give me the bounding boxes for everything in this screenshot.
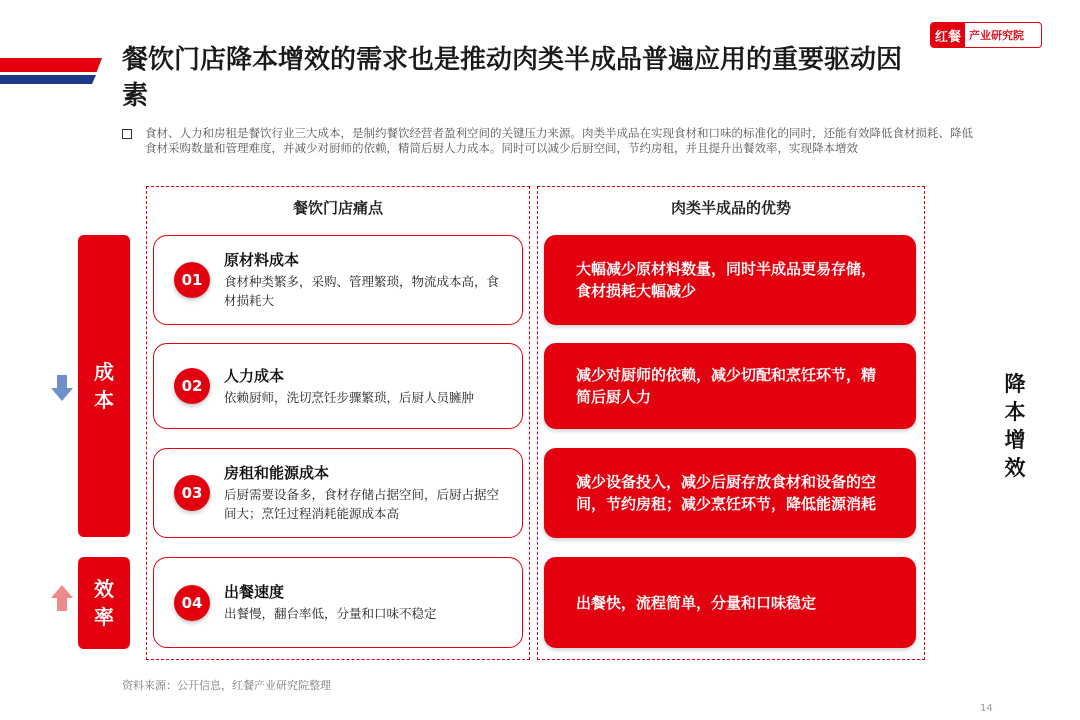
title-accent-bar bbox=[0, 58, 102, 84]
brand-logo bbox=[930, 22, 1042, 48]
advantage-box bbox=[544, 343, 916, 429]
card-description: 出餐慢，翻台率低，分量和口味不稳定 bbox=[224, 606, 437, 621]
cost-label: 成本 bbox=[94, 360, 114, 412]
advantage-box bbox=[544, 557, 916, 648]
advantage-text: 减少设备投入，减少后厨存放食材和设备的空间，节约房租；减少烹饪环节，降低能源消耗 bbox=[576, 473, 877, 513]
card-title: 人力成本 bbox=[224, 366, 285, 385]
card-description: 食材种类繁多，采购、管理繁琐，物流成本高，食材损耗大 bbox=[224, 274, 500, 308]
advantage-box bbox=[544, 448, 916, 538]
card-title: 原材料成本 bbox=[224, 251, 300, 269]
pain-point-card bbox=[153, 557, 523, 648]
card-number-badge: 01 bbox=[174, 262, 210, 298]
logo-mark: 红餐 bbox=[931, 23, 965, 47]
advantage-text: 出餐快，流程简单，分量和口味稳定 bbox=[576, 593, 817, 612]
advantages-header: 肉类半成品的优势 bbox=[670, 199, 791, 217]
card-title: 房租和能源成本 bbox=[224, 464, 330, 482]
advantage-text: 减少对厨师的依赖，减少切配和烹饪环节，精简后厨人力 bbox=[576, 366, 877, 406]
card-number-badge: 03 bbox=[174, 475, 210, 511]
logo-text: 产业研究院 bbox=[969, 29, 1025, 42]
page-number: 14 bbox=[980, 703, 993, 714]
cost-label-block bbox=[78, 235, 130, 537]
source-note: 资料来源：公开信息，红餐产业研究院整理 bbox=[122, 679, 331, 692]
pain-point-card bbox=[153, 343, 523, 429]
card-title: 出餐速度 bbox=[224, 583, 285, 601]
efficiency-label-block bbox=[78, 557, 130, 649]
card-description: 依赖厨师，洗切烹饪步骤繁琐，后厨人员臃肿 bbox=[224, 389, 475, 405]
result-label: 降本增效 bbox=[1004, 372, 1026, 480]
card-number-badge: 02 bbox=[174, 368, 210, 404]
arrow-up-icon bbox=[51, 585, 73, 611]
square-bullet-icon bbox=[122, 129, 132, 139]
pain-point-card bbox=[153, 235, 523, 325]
arrow-down-icon bbox=[51, 375, 73, 401]
card-number-badge: 04 bbox=[174, 585, 210, 621]
intro-text: 食材、人力和房租是餐饮行业三大成本，是制约餐饮经营者盈利空间的关键压力来源。肉类半成品在实现食材和口味的标准化的同时，还能有效降低食材损耗、降低食材采购数量和管理难度，并减少对厨师的依赖，精简后厨人力成本。同时可以减少后厨空间，节约房租，并且提升出餐效率，实现降本增效 bbox=[145, 126, 973, 155]
efficiency-label: 效率 bbox=[94, 577, 114, 629]
advantage-text: 大幅减少原材料数量，同时半成品更易存储，食材损耗大幅减少 bbox=[576, 260, 877, 300]
pain-point-card bbox=[153, 448, 523, 538]
advantage-box bbox=[544, 235, 916, 325]
pain-points-header: 餐饮门店痛点 bbox=[292, 199, 383, 217]
page-title: 餐饮门店降本增效的需求也是推动肉类半成品普遍应用的重要驱动因素 bbox=[122, 45, 903, 111]
intro-paragraph bbox=[122, 126, 982, 156]
card-description: 后厨需要设备多，食材存储占据空间，后厨占据空间大；烹饪过程消耗能源成本高 bbox=[224, 487, 500, 521]
